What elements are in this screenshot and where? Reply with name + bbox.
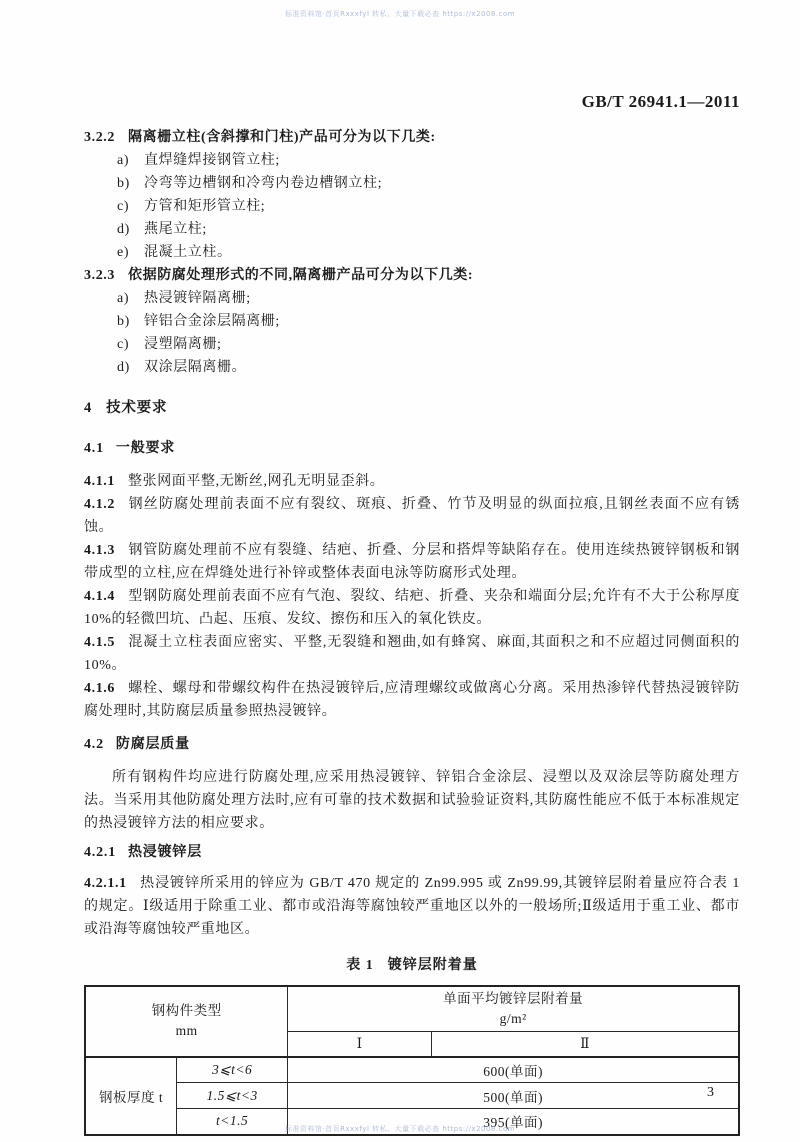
list-item: [84, 241, 740, 264]
row-group-label: 钢板厚度 t: [85, 1057, 177, 1135]
list-item: [84, 287, 740, 310]
list-marker: a): [117, 291, 130, 306]
section-number: 4.2.1: [84, 845, 116, 860]
clause-text: 钢丝防腐处理前表面不应有裂纹、斑痕、折叠、竹节及明显的纵面拉痕,且钢丝表面不应有锈蚀。: [84, 497, 740, 535]
page-number: 3: [707, 1085, 714, 1100]
header-cell-component-type: [85, 986, 288, 1057]
list-item: [84, 356, 740, 379]
section-number: 4: [84, 400, 93, 416]
list-marker: a): [117, 153, 130, 168]
clause-4-1-4: [84, 585, 740, 631]
clause-number: 4.1.6: [84, 681, 115, 696]
list-item: [84, 195, 740, 218]
list-text: 直焊缝焊接钢管立柱;: [144, 153, 280, 168]
clause-4-2-1-1: [84, 872, 740, 941]
section-title: 热浸镀锌层: [128, 845, 202, 860]
coating-value: 500(单面): [288, 1083, 739, 1109]
clause-4-1-2: [84, 493, 740, 539]
list-text: 冷弯等边槽钢和冷弯内卷边槽钢立柱;: [144, 176, 383, 191]
clause-4-1-1: [84, 470, 740, 493]
coating-value: 395(单面): [288, 1109, 739, 1135]
section-4-1-heading: [84, 437, 740, 460]
list-marker: b): [117, 176, 130, 191]
header-component-type-line1: 钢构件类型: [151, 1003, 222, 1019]
subheader-grade-2: Ⅱ: [432, 1032, 739, 1057]
clause-number: 4.1.1: [84, 474, 115, 489]
section-4-2-heading: [84, 733, 740, 756]
list-marker: c): [117, 199, 130, 214]
section-title: 一般要求: [115, 441, 176, 456]
clause-3-2-2: [84, 126, 740, 149]
list-marker: b): [117, 314, 130, 329]
section-title: 防腐层质量: [115, 737, 190, 752]
clause-text: 型钢防腐处理前表面不应有气泡、裂纹、结疤、折叠、夹杂和端面分层;允许有不大于公称厚度10%的轻微凹坑、凸起、压痕、发纹、擦伤和压入的氧化铁皮。: [84, 589, 740, 627]
clause-number: 4.1.4: [84, 589, 115, 604]
list-marker: d): [117, 360, 130, 375]
section-4-heading: [84, 397, 740, 420]
list-text: 混凝土立柱。: [144, 245, 232, 260]
list-text: 锌铝合金涂层隔离栅;: [144, 314, 280, 329]
thickness-condition: 3⩽t<6: [177, 1057, 288, 1083]
coating-value: 600(单面): [288, 1057, 739, 1083]
list-item: [84, 218, 740, 241]
list-marker: c): [117, 337, 130, 352]
table-row: [85, 1057, 739, 1083]
thickness-condition: t<1.5: [177, 1109, 288, 1135]
watermark-top: 标准资料馆·首页Rxxxfyl 转私、大量下载必查 https://x2008.com: [284, 10, 516, 18]
list-item: [84, 310, 740, 333]
list-item: [84, 149, 740, 172]
list-text: 浸塑隔离栅;: [144, 337, 222, 352]
clause-4-1-5: [84, 631, 740, 677]
header-coating-mass-unit: g/m²: [499, 1011, 527, 1026]
section-number: 4.2: [84, 737, 104, 752]
list-item: [84, 333, 740, 356]
subheader-grade-1: Ⅰ: [288, 1032, 432, 1057]
list-text: 热浸镀锌隔离栅;: [144, 291, 251, 306]
header-component-type-line2: mm: [175, 1023, 198, 1039]
clause-number: 4.1.5: [84, 635, 115, 650]
list-text: 方管和矩形管立柱;: [144, 199, 266, 214]
clause-4-1-6: [84, 677, 740, 723]
header-coating-mass-line1: 单面平均镀锌层附着量: [443, 991, 584, 1006]
thickness-condition: 1.5⩽t<3: [177, 1083, 288, 1109]
section-title: 技术要求: [106, 400, 168, 416]
watermark-bottom: 标准资料馆·首页Rxxxfyl 转私、大量下载必查 https://x2008.com: [284, 1125, 516, 1133]
clause-3-2-3: [84, 264, 740, 287]
section-number: 4.1: [84, 441, 104, 456]
clause-text: 混凝土立柱表面应密实、平整,无裂缝和翘曲,如有蜂窝、麻面,其面积之和不应超过同侧面积的 10%。: [84, 635, 740, 673]
table-caption: [84, 954, 740, 974]
zinc-coating-table: [84, 985, 740, 1136]
clause-number: 3.2.2: [84, 130, 115, 145]
list-text: 燕尾立柱;: [144, 222, 207, 237]
clause-number: 4.1.3: [84, 543, 115, 558]
list-text: 双涂层隔离栅。: [144, 360, 247, 375]
clause-title: 隔离栅立柱(含斜撑和门柱)产品可分为以下几类:: [128, 130, 436, 145]
header-cell-coating-mass: [288, 986, 739, 1032]
clause-title: 依据防腐处理形式的不同,隔离栅产品可分为以下几类:: [128, 268, 474, 283]
clause-4-1-3: [84, 539, 740, 585]
clause-text: 钢管防腐处理前不应有裂缝、结疤、折叠、分层和搭焊等缺陷存在。使用连续热镀锌钢板和钢带成型的立柱,应在焊缝处进行补锌或整体表面电泳等防腐形式处理。: [84, 543, 740, 581]
section-4-2-1-heading: [84, 841, 740, 864]
clause-text: 整张网面平整,无断丝,网孔无明显歪斜。: [128, 474, 385, 489]
clause-text: 螺栓、螺母和带螺纹构件在热浸镀锌后,应清理螺纹或做离心分离。采用热渗锌代替热浸镀锌防腐处理时,其防腐层质量参照热浸镀锌。: [84, 681, 740, 719]
list-marker: e): [117, 245, 130, 260]
paragraph-4-2: 所有钢构件均应进行防腐处理,应采用热浸镀锌、锌铝合金涂层、浸塑以及双涂层等防腐处理方法。当采用其他防腐处理方法时,应有可靠的技术数据和试验验证资料,其防腐性能应不低于本标准规定的热浸镀锌方法的相应要求。: [84, 770, 740, 831]
list-marker: d): [117, 222, 130, 237]
table-row: [85, 1083, 739, 1109]
table-caption-number: 表 1: [346, 958, 374, 973]
table-header-row: [85, 986, 739, 1032]
standard-number: GB/T 26941.1—2011: [581, 92, 740, 111]
clause-text: 热浸镀锌所采用的锌应为 GB/T 470 规定的 Zn99.995 或 Zn99.99,其镀锌层附着量应符合表 1 的规定。Ⅰ级适用于除重工业、都市或沿海等腐蚀较严重地区以外的一般场所;Ⅱ级适用于重工业、都市或沿海等腐蚀较严重地区。: [84, 876, 740, 937]
clause-number: 4.2.1.1: [84, 876, 127, 891]
list-item: [84, 172, 740, 195]
table-caption-title: 镀锌层附着量: [387, 958, 478, 973]
clause-number: 4.1.2: [84, 497, 115, 512]
clause-number: 3.2.3: [84, 268, 115, 283]
